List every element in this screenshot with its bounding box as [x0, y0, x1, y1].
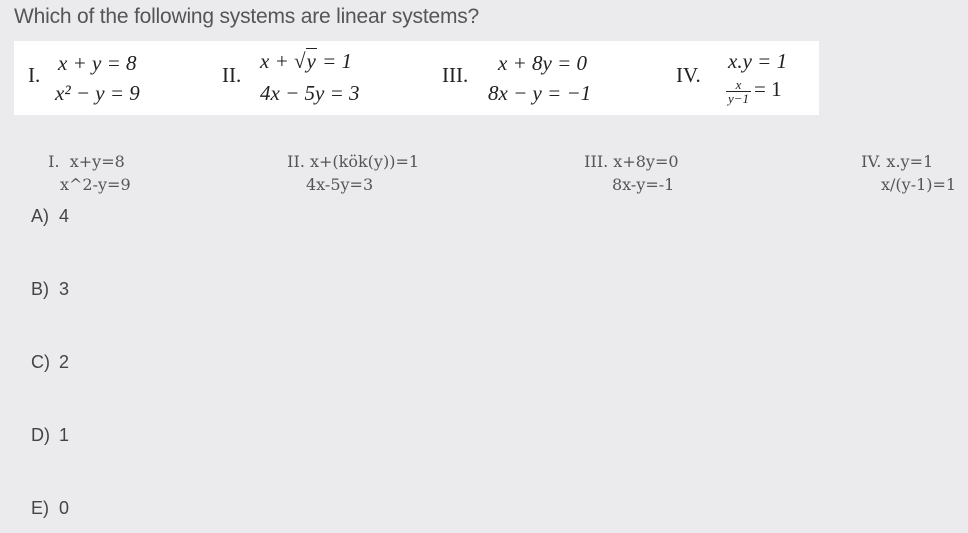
system-3-alt-text: III. x+8y=0 8x-y=-1	[584, 152, 679, 194]
choice-d-value: 1	[59, 425, 70, 445]
choice-b[interactable]	[31, 279, 69, 300]
system-4-alt-text: IV. x.y=1 x/(y-1)=1	[861, 152, 957, 194]
system-4-eq2: $\frac{x}{y-1}$ = 1	[728, 76, 782, 106]
system-3-eq1: x + 8y = 0	[498, 51, 587, 75]
choice-c-value: 2	[59, 352, 70, 372]
fraction: $\frac{x}{y-1}$	[728, 76, 750, 106]
system-1	[24, 41, 194, 115]
choice-a[interactable]	[31, 206, 69, 227]
choice-e-letter: E)	[31, 498, 49, 518]
system-2-eq1: x + √y = 1	[260, 49, 353, 73]
system-1-eq1: x + y = 8	[58, 51, 137, 75]
system-3	[442, 41, 642, 115]
system-2-eq2: 4x − 5y = 3	[260, 81, 360, 105]
choice-a-value: 4	[59, 206, 70, 226]
system-1-eq2: x² − y = 9	[55, 81, 140, 105]
system-1-alt-text: I. x+y=8 x^2-y=9	[48, 152, 131, 194]
system-3-eq2: 8x − y = −1	[488, 81, 592, 105]
choice-d-letter: D)	[31, 425, 50, 445]
math-equations-panel	[14, 41, 819, 115]
choice-e[interactable]	[31, 498, 69, 519]
system-2-label: II.	[222, 63, 242, 87]
choice-b-value: 3	[59, 279, 70, 299]
system-3-label: III.	[442, 63, 469, 87]
choice-c[interactable]	[31, 352, 69, 373]
question-text: Which of the following systems are linear systems?	[14, 5, 480, 28]
system-4-label: IV.	[676, 63, 701, 87]
choice-b-letter: B)	[31, 279, 49, 299]
system-4-eq1: x.y = 1	[728, 49, 788, 73]
system-2-alt-text: II. x+(kök(y))=1 4x-5y=3	[287, 152, 420, 194]
system-2	[222, 41, 412, 115]
choice-d[interactable]	[31, 425, 69, 446]
choice-e-value: 0	[59, 498, 70, 518]
choice-a-letter: A)	[31, 206, 49, 226]
choice-c-letter: C)	[31, 352, 50, 372]
system-4	[676, 41, 816, 115]
system-1-label: I.	[28, 63, 41, 87]
